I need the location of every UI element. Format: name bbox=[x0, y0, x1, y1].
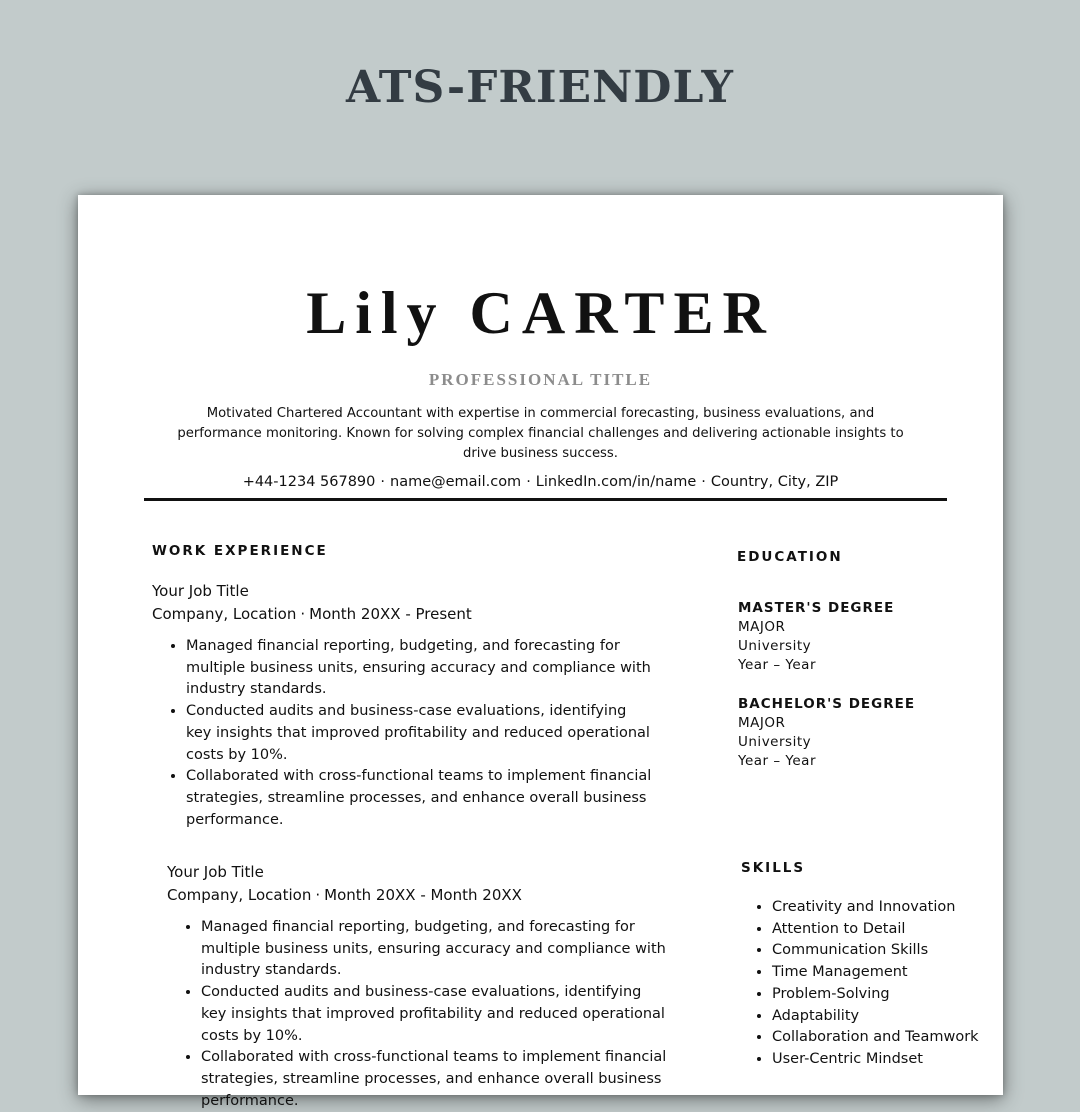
work-experience-heading: WORK EXPERIENCE bbox=[152, 543, 328, 559]
degree-name: BACHELOR'S DEGREE bbox=[738, 696, 916, 712]
professional-title: PROFESSIONAL TITLE bbox=[428, 370, 653, 389]
skill-item: • Creativity and Innovation bbox=[772, 897, 1012, 919]
degree-school: University bbox=[738, 638, 812, 654]
resume-name: Lily CARTER bbox=[306, 280, 775, 346]
degree-school: University bbox=[738, 734, 812, 750]
separator-dot: · bbox=[315, 886, 321, 904]
skill-item: • Attention to Detail bbox=[772, 919, 1012, 941]
skill-item: • User-Centric Mindset bbox=[772, 1049, 1012, 1071]
skills-list bbox=[740, 897, 1012, 1071]
job-company-line bbox=[152, 603, 656, 626]
contact-email: name@email.com bbox=[390, 474, 522, 490]
skill-item: • Collaboration and Teamwork bbox=[772, 1027, 1012, 1049]
contact-location: Country, City, ZIP bbox=[710, 474, 839, 490]
resume-page bbox=[78, 195, 1003, 1109]
education-entry bbox=[738, 599, 978, 675]
degree-years: Year – Year bbox=[738, 753, 816, 769]
job-bullet: • Collaborated with cross-functional teams to implement financial strategies, streamline processes, and enhance overall business performance. bbox=[186, 766, 656, 831]
degree-major: MAJOR bbox=[738, 619, 786, 635]
job-bullet: • Managed financial reporting, budgeting, and forecasting for multiple business units, ensuring accuracy and compliance with industry standards. bbox=[201, 917, 671, 982]
skill-item: • Time Management bbox=[772, 962, 1012, 984]
job-company: Company, Location bbox=[152, 605, 297, 623]
job-bullet: • Conducted audits and business-case evaluations, identifying key insights that improved profitability and reduced operational costs by 10%. bbox=[201, 982, 671, 1047]
separator-dot: · bbox=[380, 474, 385, 490]
skill-item: • Problem-Solving bbox=[772, 984, 1012, 1006]
job-bullets bbox=[152, 636, 656, 831]
job-bullet: • Collaborated with cross-functional teams to implement financial strategies, streamline processes, and enhance overall business performance. bbox=[201, 1047, 671, 1112]
header-divider bbox=[144, 498, 947, 501]
degree-major: MAJOR bbox=[738, 715, 786, 731]
contact-phone: +44-1234 567890 bbox=[242, 474, 376, 490]
banner-title: ATS-FRIENDLY bbox=[346, 62, 734, 113]
summary-text: Motivated Chartered Accountant with expertise in commercial forecasting, business evaluations, and performance monitoring. Known for solving complex financial challenges and delivering actionable insights to drive business success. bbox=[177, 406, 904, 461]
job-bullets bbox=[167, 917, 671, 1112]
job-company-line bbox=[167, 884, 671, 907]
skills-heading: SKILLS bbox=[741, 860, 806, 876]
job-title: Your Job Title bbox=[167, 863, 264, 881]
job-dates: Month 20XX - Month 20XX bbox=[324, 886, 522, 904]
job-bullet: • Managed financial reporting, budgeting, and forecasting for multiple business units, ensuring accuracy and compliance with industry standards. bbox=[186, 636, 656, 701]
separator-dot: · bbox=[526, 474, 531, 490]
job-entry bbox=[152, 580, 656, 831]
education-entry bbox=[738, 695, 978, 771]
job-company: Company, Location bbox=[167, 886, 312, 904]
degree-years: Year – Year bbox=[738, 657, 816, 673]
job-entry bbox=[167, 861, 671, 1112]
degree-name: MASTER'S DEGREE bbox=[738, 600, 895, 616]
contact-linkedin: LinkedIn.com/in/name bbox=[535, 474, 697, 490]
skill-item: • Communication Skills bbox=[772, 940, 1012, 962]
skill-item: • Adaptability bbox=[772, 1006, 1012, 1028]
job-dates: Month 20XX - Present bbox=[309, 605, 472, 623]
job-bullet: • Conducted audits and business-case evaluations, identifying key insights that improved profitability and reduced operational costs by 10%. bbox=[186, 701, 656, 766]
job-title: Your Job Title bbox=[152, 582, 249, 600]
education-heading: EDUCATION bbox=[737, 549, 843, 565]
separator-dot: · bbox=[701, 474, 706, 490]
separator-dot: · bbox=[300, 605, 306, 623]
contact-line bbox=[78, 474, 1003, 490]
